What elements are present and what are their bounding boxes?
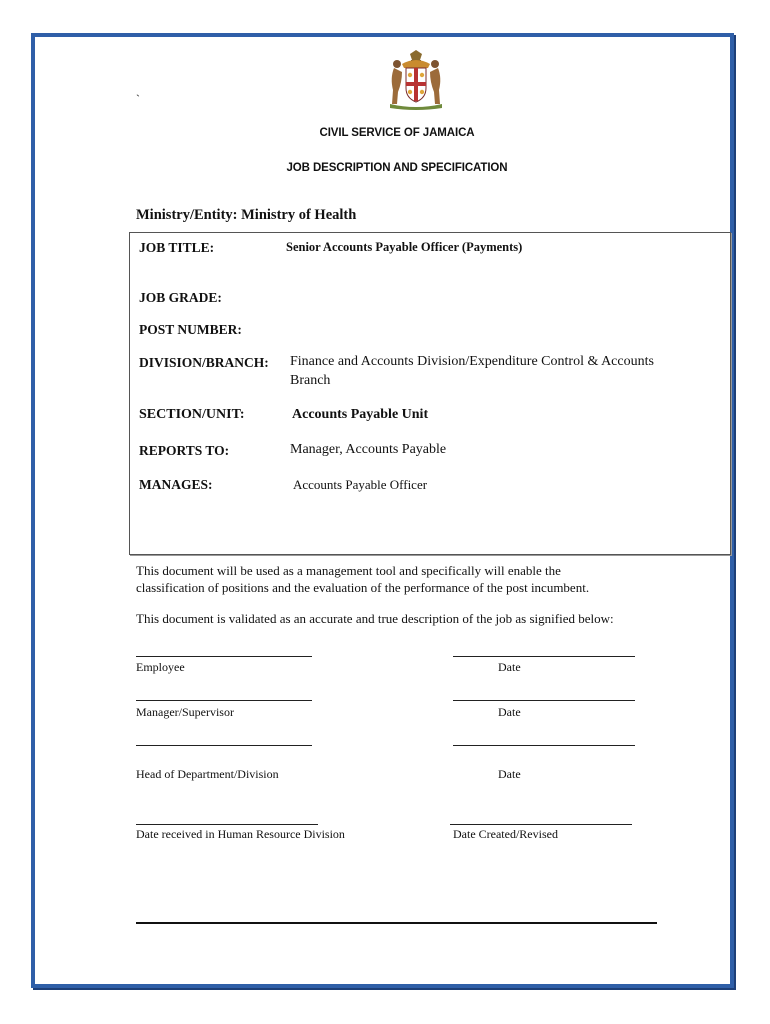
reports-to-value: Manager, Accounts Payable <box>290 442 447 457</box>
jamaica-coat-of-arms-icon <box>384 48 448 110</box>
manager-date-label: Date <box>498 705 521 719</box>
job-details-box <box>129 232 731 555</box>
date-received-label: Date received in Human Resource Division <box>136 827 345 841</box>
division-value-line1: Finance and Accounts Division/Expenditure Control & Accounts <box>290 354 654 369</box>
validation-paragraph: This document is validated as an accurate and true description of the job as signified below: <box>136 611 614 626</box>
section-label: SECTION/UNIT: <box>139 407 245 422</box>
manages-value: Accounts Payable Officer <box>293 477 428 492</box>
manager-date-line <box>453 700 635 701</box>
division-value-line2: Branch <box>290 373 331 388</box>
job-title-value: Senior Accounts Payable Officer (Payments) <box>286 240 523 254</box>
head-date-line <box>453 745 635 746</box>
head-label: Head of Department/Division <box>136 767 279 781</box>
date-created-label: Date Created/Revised <box>453 827 558 841</box>
manager-label: Manager/Supervisor <box>136 705 234 719</box>
job-grade-label: JOB GRADE: <box>139 290 222 305</box>
job-title-label: JOB TITLE: <box>139 240 215 255</box>
employee-date-label: Date <box>498 660 521 674</box>
head-signature-line <box>136 745 312 746</box>
usage-paragraph-line2: classification of positions and the evaluation of the performance of the post incumbent. <box>136 580 590 595</box>
manager-signature-line <box>136 700 312 701</box>
section-value: Accounts Payable Unit <box>292 407 429 422</box>
reports-to-label: REPORTS TO: <box>139 443 230 458</box>
ministry-line: Ministry/Entity: Ministry of Health <box>136 207 357 223</box>
organization-title: CIVIL SERVICE OF JAMAICA <box>319 127 475 139</box>
manages-label: MANAGES: <box>139 477 213 492</box>
document-title: JOB DESCRIPTION AND SPECIFICATION <box>286 162 508 174</box>
stray-mark: ` <box>136 92 140 106</box>
employee-date-line <box>453 656 635 657</box>
employee-label: Employee <box>136 660 185 674</box>
division-label: DIVISION/BRANCH: <box>139 355 269 370</box>
head-date-label: Date <box>498 767 521 781</box>
employee-signature-line <box>136 656 312 657</box>
post-number-label: POST NUMBER: <box>139 322 242 337</box>
bottom-rule <box>136 922 657 924</box>
date-created-line <box>450 824 632 825</box>
usage-paragraph-line1: This document will be used as a management tool and specifically will enable the <box>136 563 561 578</box>
hr-received-line <box>136 824 318 825</box>
